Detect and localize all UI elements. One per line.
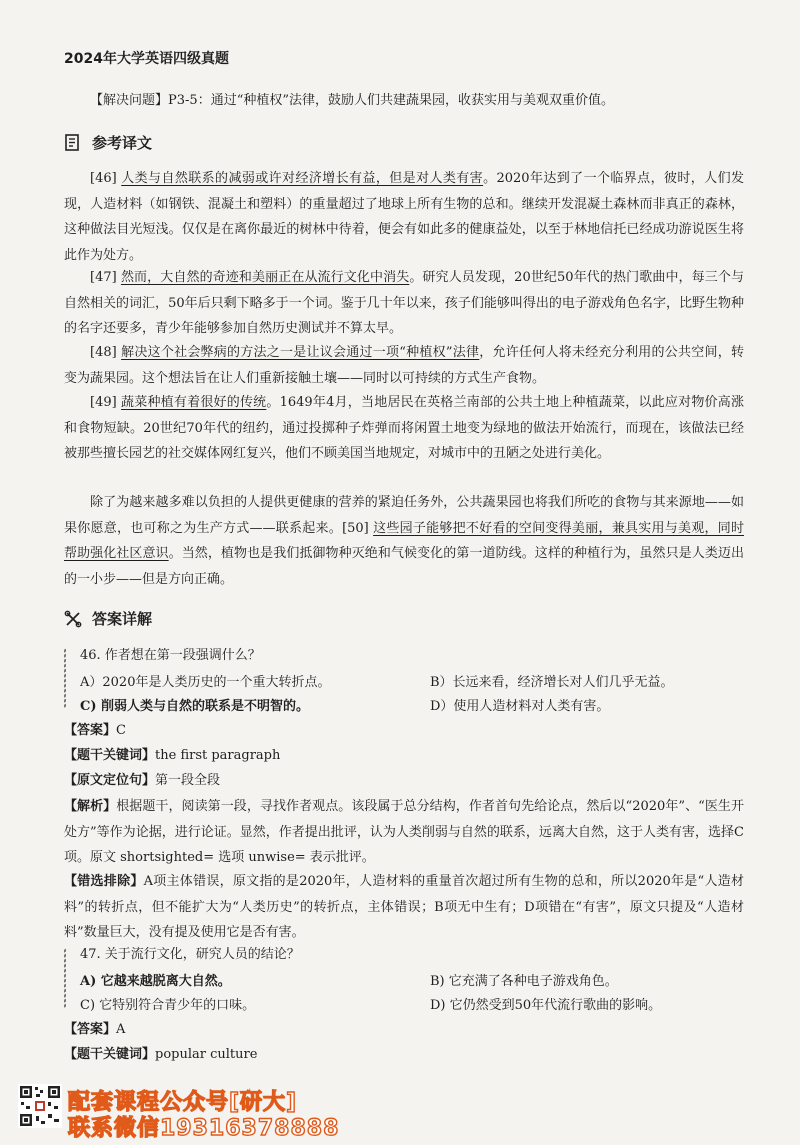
option-c: C) 它特别符合青少年的口味。 (80, 998, 256, 1013)
section-title: 答案详解 (92, 610, 153, 628)
paragraph-tag: [47] (90, 270, 117, 285)
keyword-line (64, 743, 280, 768)
translation-paragraph-49 (64, 390, 744, 467)
page-header: 2024年大学英语四级真题 (64, 51, 229, 67)
question-margin-mark (64, 948, 70, 1014)
solve-label: 【解决问题】 (90, 93, 169, 108)
solve-text: P3-5：通过“种植权”法律，鼓励人们共建蔬果园，收获实用与美观双重价值。 (168, 93, 614, 108)
elimination-paragraph (64, 869, 744, 946)
key-sentence: 然而，大自然的奇迹和美丽正在从流行文化中消失 (120, 270, 410, 285)
option-d: D) 它仍然受到50年代流行歌曲的影响。 (430, 998, 662, 1013)
paragraph-tag: [49] (90, 395, 117, 410)
elimination-text: A项主体错误，原文指的是2020年，人造材料的重量首次超过所有生物的总和，所以2020年是“人造材料”的转折点，但不能扩大为“人类历史”的转折点，主体错误；B项无中生有；D项错在“有害”，原文只提及“人造材料”数量巨大，没有提及使用它是否有害。 (64, 874, 744, 940)
question-47: 47. 关于流行文化，研究人员的结论？ (80, 947, 300, 962)
location-label: 【原文定位句】 (64, 773, 156, 788)
key-sentence: 解决这个社会弊病的方法之一是让议会通过一项“种植权”法律 (121, 345, 480, 360)
answer-value: C (116, 723, 126, 738)
answer-label: 【答案】 (64, 723, 117, 738)
paragraph-tag: [50] (342, 520, 369, 536)
qr-code-image (18, 1084, 62, 1128)
translation-paragraph-47 (64, 265, 744, 342)
tools-icon (64, 610, 82, 628)
translation-paragraph-50 (64, 490, 744, 592)
option-b: B) 它充满了各种电子游戏角色。 (430, 974, 618, 989)
solve-problem-line (90, 88, 614, 113)
paragraph-tag: [48] (90, 345, 117, 360)
keyword-value: popular culture (155, 1047, 258, 1062)
keyword-value: the first paragraph (155, 748, 281, 763)
answer-value: A (116, 1022, 126, 1037)
key-sentence: 蔬菜种植有着很好的传统 (121, 395, 267, 410)
translation-paragraph-46 (64, 166, 744, 268)
option-b: B）长远来看，经济增长对人们几乎无益。 (430, 675, 674, 690)
translation-paragraph-48 (64, 340, 744, 391)
keyword-label: 【题干关键词】 (64, 748, 156, 763)
document-icon (64, 134, 82, 152)
keyword-line (64, 1042, 257, 1067)
paragraph-tag: [46] (90, 171, 117, 186)
section-answers-heading (64, 608, 152, 629)
analysis-label: 【解析】 (64, 799, 117, 814)
answer-line (64, 1017, 125, 1042)
paragraph-text: 。2020年达到了一个临界点，彼时，人们发现，人造材料（如钢铁、混凝土和塑料）的重量超过了地球上所有生物的总和。继续开发混凝土森林而非真正的森林，这种做法目光短浅。仅仅是在离你最近的树林中待着，便会有如此多的健康益处，以至于林地信托已经成功游说医生将此作为处方。 (64, 171, 744, 263)
option-a-correct: A) 它越来越脱离大自然。 (80, 974, 231, 989)
key-sentence: 人类与自然联系的减弱或许对经济增长有益，但是对人类有害 (121, 171, 484, 186)
answer-label: 【答案】 (64, 1022, 117, 1037)
paragraph-text: 。研究人员发现，20世纪50年代的热门歌曲中，每三个与自然相关的词汇，50年后只剩下略多于一个词。鉴于几十年以来，孩子们能够叫得出的电子游戏角色名字，比野生物种的名字还要多，青少年能够参加自然历史测试并不算太早。 (64, 270, 744, 336)
analysis-text: 根据题干，阅读第一段，寻找作者观点。该段属于总分结构，作者首句先给论点，然后以“2020年”、“医生开处方”等作为论据，进行论证。显然，作者提出批评，认为人类削弱与自然的联系，远离大自然，这于人类有害，选择C项。原文 shortsighted= 选项 unwise= 表示批评。 (64, 799, 744, 865)
location-value: 第一段全段 (155, 773, 221, 788)
watermark-line-1: 配套课程公众号[研大] (68, 1090, 298, 1115)
keyword-label: 【题干关键词】 (64, 1047, 156, 1062)
analysis-paragraph (64, 794, 744, 871)
option-a: A）2020年是人类历史的一个重大转折点。 (80, 675, 331, 690)
paragraph-text: 除了为越来越多难以负担的人提供更健康的营养的紧迫任务外，公共蔬果园也将我们所吃的食物与其来源地——如果你愿意，也可称之为生产方式——联系起来。 (64, 495, 744, 536)
section-title: 参考译文 (92, 134, 153, 152)
section-translation-heading (64, 132, 152, 153)
option-d: D）使用人造材料对人类有害。 (430, 699, 610, 714)
option-c-correct: C) 削弱人类与自然的联系是不明智的。 (80, 699, 310, 714)
watermark-line-2: 联系微信19316378888 (68, 1116, 340, 1141)
location-line (64, 768, 220, 793)
key-sentence: 这些园子能够把不好看的空间变得美丽，兼具实用与美观，同时帮助强化社区意识 (64, 520, 744, 561)
elimination-label: 【错选排除】 (64, 874, 144, 889)
paragraph-text: ，允许任何人将未经充分利用的公共空间，转变为蔬果园。这个想法旨在让人们重新接触土壤——同时以可持续的方式生产食物。 (64, 345, 744, 386)
question-margin-mark (64, 648, 70, 714)
answer-line (64, 718, 126, 743)
question-46: 46. 作者想在第一段强调什么？ (80, 648, 261, 663)
paragraph-text: 。当然，植物也是我们抵御物种灭绝和气候变化的第一道防线。这样的种植行为，虽然只是人类迈出的一小步——但是方向正确。 (64, 546, 744, 587)
paragraph-text: 。1649年4月，当地居民在英格兰南部的公共土地上种植蔬菜，以此应对物价高涨和食物短缺。20世纪70年代的纽约，通过投掷种子炸弹而将闲置土地变为绿地的做法开始流行，而现在，该做法已经被那些擅长园艺的社交媒体网红复兴，他们不顾美国当地规定，对城市中的丑陋之处进行美化。 (64, 395, 744, 461)
